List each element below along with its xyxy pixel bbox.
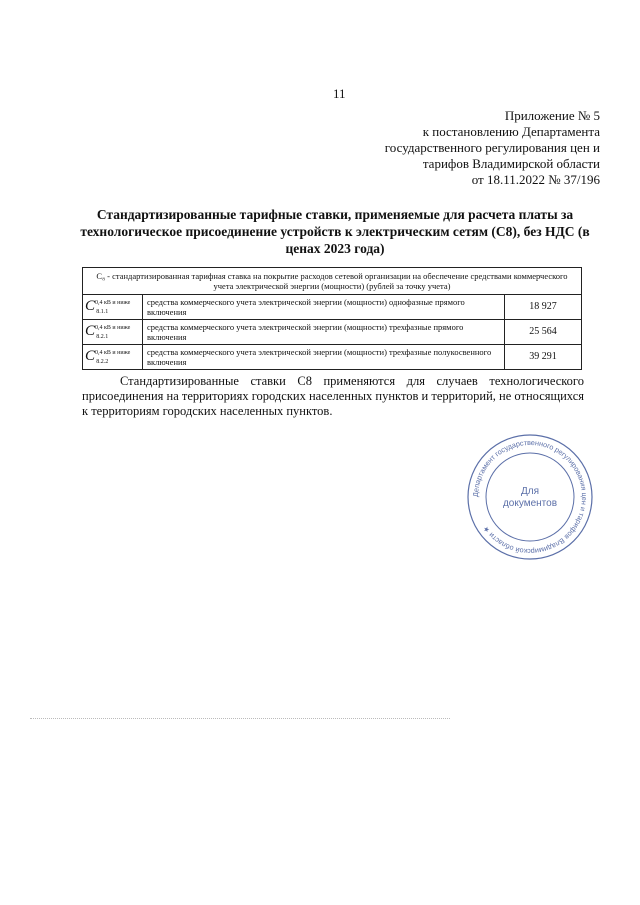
document-title: Стандартизированные тарифные ставки, применяемые для расчета платы за технологическое присоединение устройств к электрическим сетям (С8), без НДС (в ценах 2023 года) [80,207,590,256]
page-number: 11 [333,86,346,101]
rate-value: 39 291 [505,345,582,370]
stamp-line: документов [502,498,558,509]
official-stamp [465,432,595,562]
stamp-ring-text: Департамент государственного регулирования цен и тарифов Владимирской области ★ [470,437,590,557]
table-row [83,320,582,345]
table-row [83,295,582,320]
table-row [83,345,582,370]
rate-symbol: $C^{0,4 кВ и ниже}_{8.2.1}$ [83,320,143,345]
appendix-line: от 18.11.2022 № 37/196 [471,172,600,187]
rate-symbol: $C^{0,4 кВ и ниже}_{8.1.1}$ [83,295,143,320]
rate-value: 25 564 [505,320,582,345]
appendix-header [360,108,600,188]
body-paragraph: Стандартизированные ставки С8 применяются для случаев технологического присоединения на территориях городских населенных пунктов и территорий, не относящихся к территориям городских населенных пунктов. [82,374,584,418]
tariff-table [82,267,582,370]
rate-description: средства коммерческого учета электрической энергии (мощности) трехфазные прямого включения [143,320,505,345]
appendix-line: Приложение № 5 [504,108,600,123]
appendix-line: государственного регулирования цен и [384,140,600,155]
table-header: С₈ - стандартизированная тарифная ставка на покрытие расходов сетевой организации на обеспечение средствами коммерческого учета электрической энергии (мощности) (рублей за точку учета) [83,268,582,295]
scan-artifact-line [30,718,450,739]
appendix-line: к постановлению Департамента [422,124,600,139]
rate-description: средства коммерческого учета электрической энергии (мощности) однофазные прямого включения [143,295,505,320]
rate-symbol: $C^{0,4 кВ и ниже}_{8.2.2}$ [83,345,143,370]
rate-value: 18 927 [505,295,582,320]
appendix-line: тарифов Владимирской области [422,156,600,171]
stamp-line: Для [520,486,540,497]
rate-description: средства коммерческого учета электрической энергии (мощности) трехфазные полукосвенного включения [143,345,505,370]
